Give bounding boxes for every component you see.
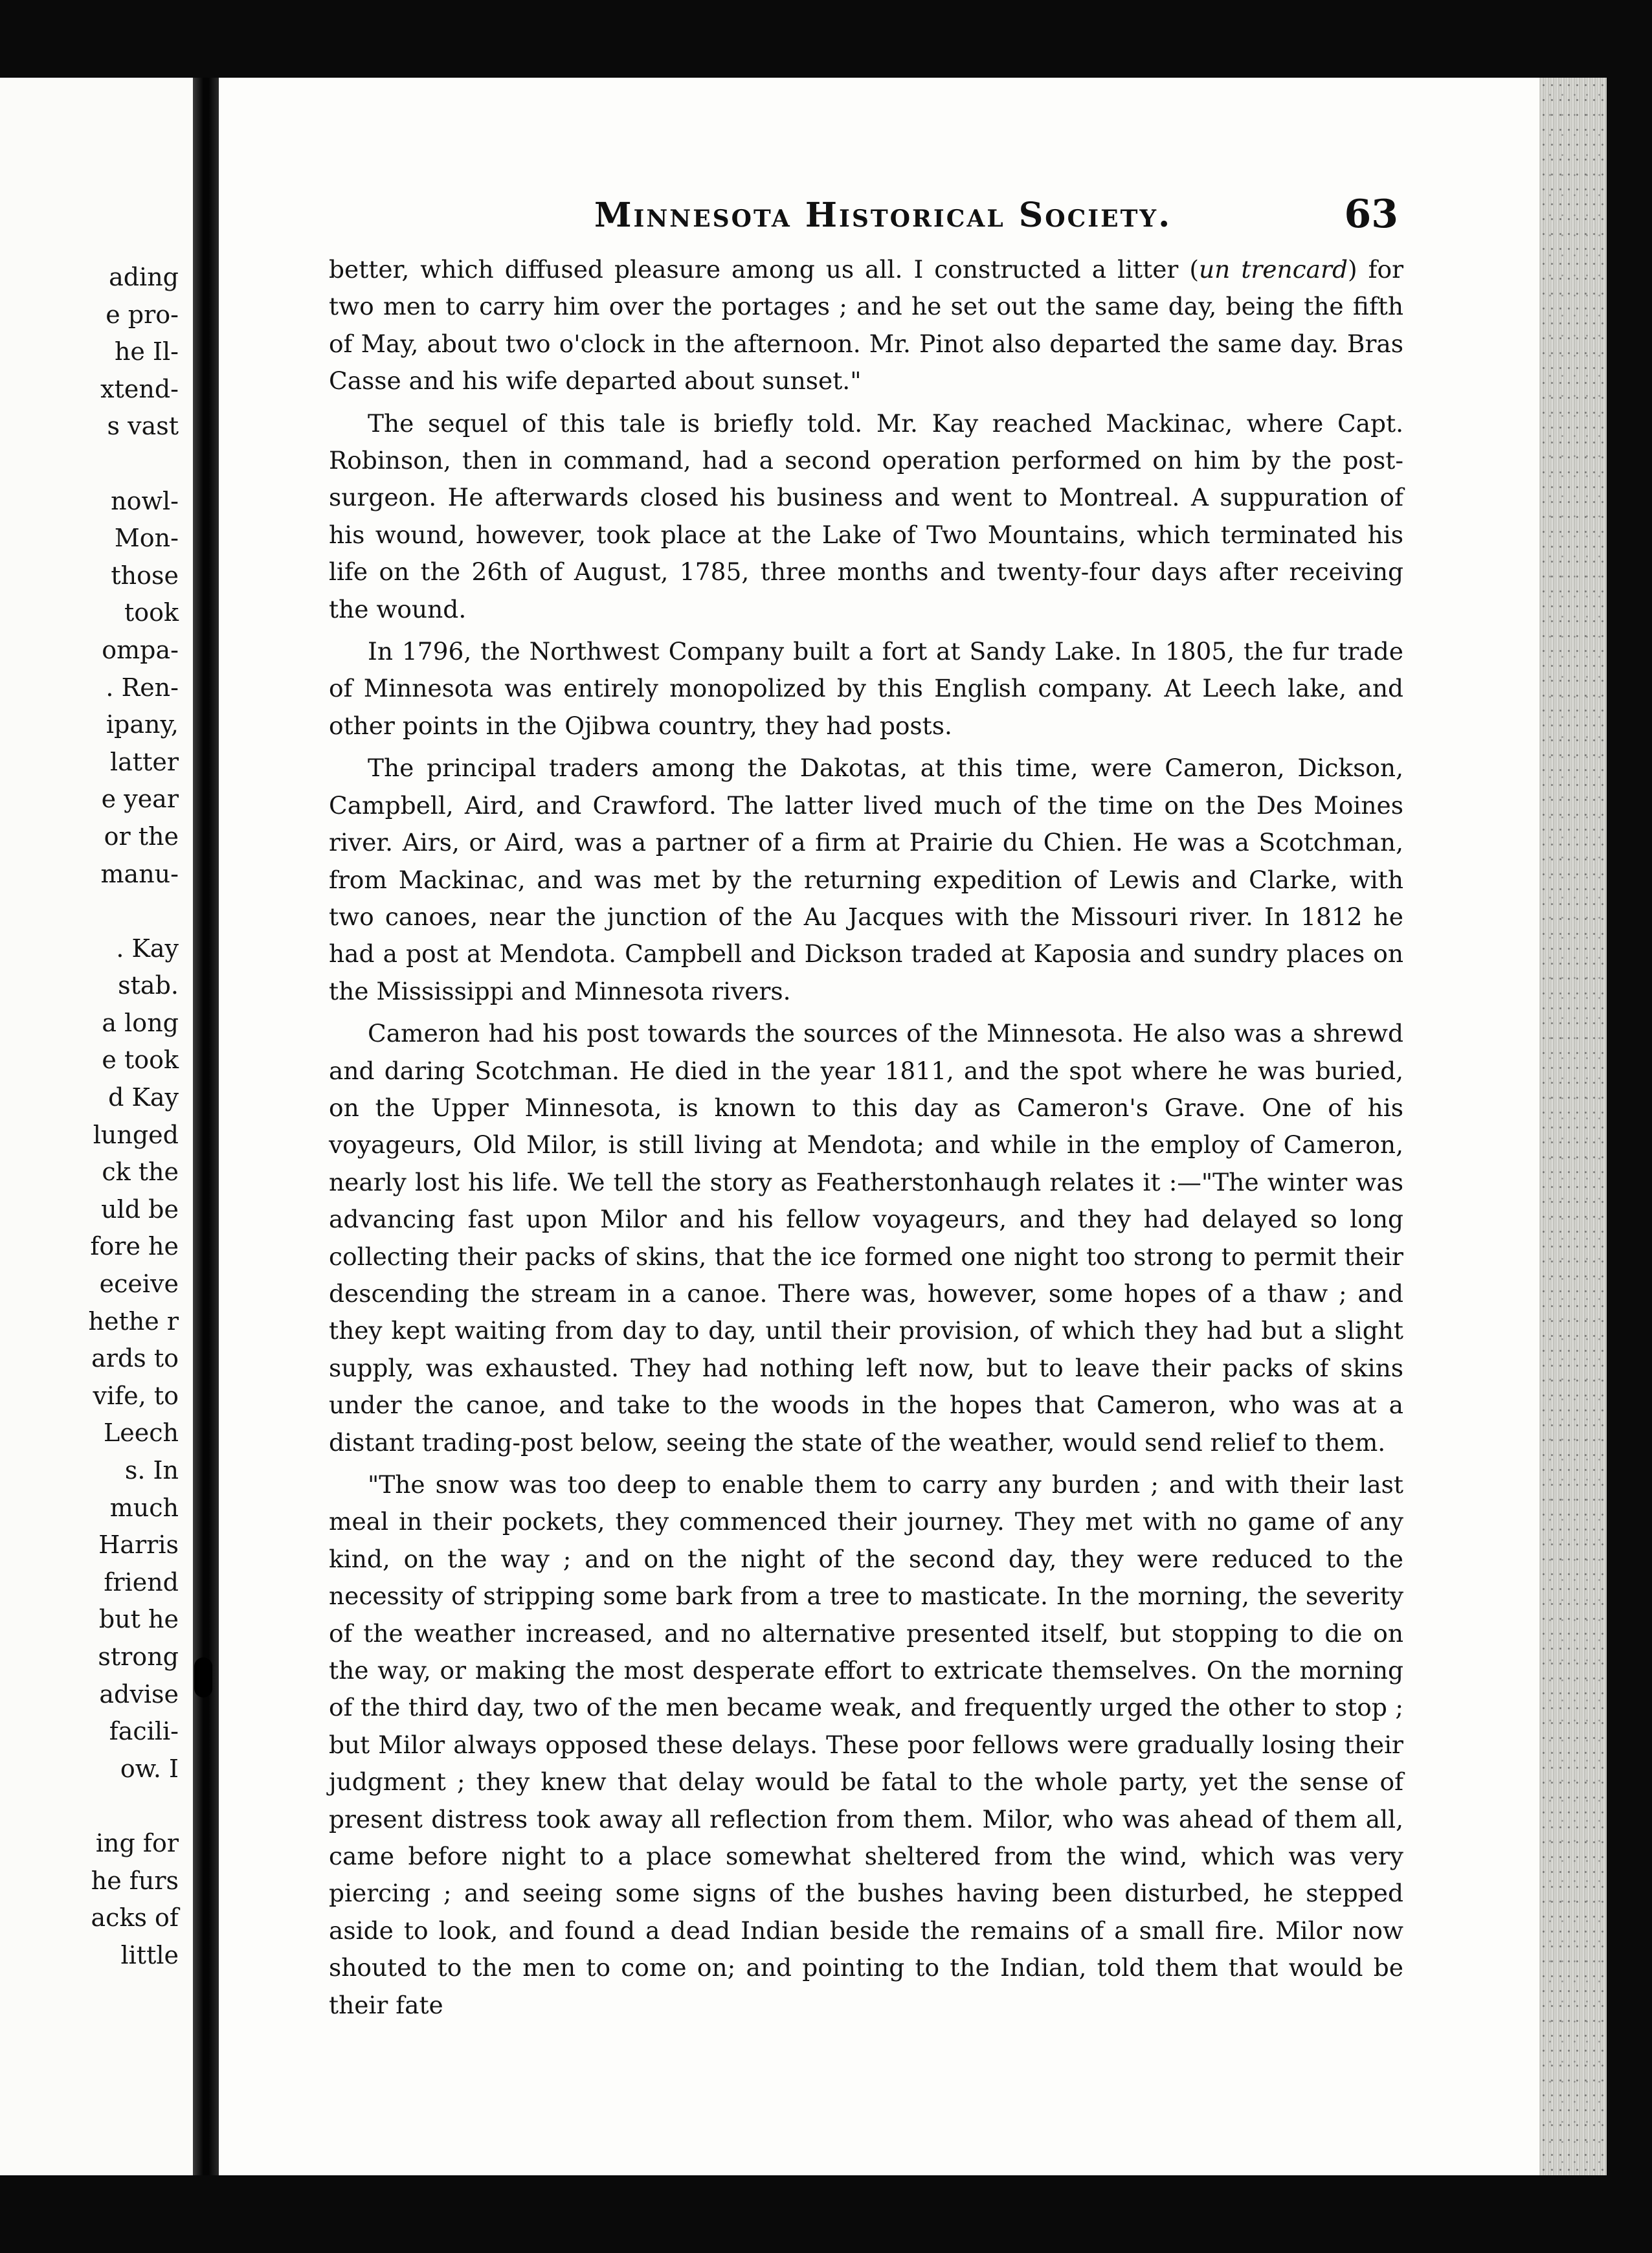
facing-page-fragment <box>89 445 179 483</box>
facing-page-fragment: fore he <box>90 1232 179 1261</box>
facing-page-fragment: he Il- <box>114 337 179 366</box>
facing-page-fragment: latter <box>109 747 179 776</box>
facing-page-fragment: facili- <box>109 1717 179 1746</box>
paragraph-6: "The snow was too deep to enable them to carry any burden ; and with their last meal in their pockets, they commenced their journey. They met with no game of any kind, on the way ; and on the night of the second day, they were reduced to the necessity of stripping some bark from a tree to masticate. In the morning, the severity of the weather increased, and no alternative presented itself, but stopping to die on the way, or making the most desperate effort to extricate themselves. On the morning of the third day, two of the men became weak, and frequently urged the other to stop ; but Milor always opposed these delays. These poor fellows were gradually losing their judgment ; they knew that delay would be fatal to the whole party, yet the sense of present distress took away all reflection from them. Milor, who was ahead of them all, came before night to a place somewhat sheltered from the wind, which was very piercing ; and seeing some signs of the bushes having been disturbed, he stepped aside to look, and found a dead Indian beside the remains of a small fire. Milor now shouted to the men to come on; and pointing to the Indian, told them that would be their fate <box>329 1470 1403 2019</box>
facing-page-fragment: much <box>109 1493 179 1522</box>
running-title: Minnesota Historical Society. <box>594 196 1172 235</box>
facing-page-fragment: Mon- <box>114 524 179 553</box>
body-text <box>329 251 1403 2029</box>
facing-page-fragment <box>89 1788 179 1825</box>
facing-page-fragment: but he <box>98 1605 179 1634</box>
facing-page-fragment: nowl- <box>111 486 179 515</box>
facing-page-fragment: ipany, <box>106 710 179 739</box>
facing-page-fragment: ading <box>109 263 179 291</box>
facing-page-fragment: e year <box>101 785 179 814</box>
facing-page-fragment: or the <box>104 822 179 851</box>
facing-page-fragment: little <box>120 1940 179 1969</box>
facing-page-fragment: uld be <box>101 1194 179 1224</box>
facing-page-fragment: a long <box>102 1008 179 1037</box>
facing-page-fragment: s. In <box>124 1456 179 1485</box>
facing-page-fragment: strong <box>98 1642 179 1671</box>
paragraph-2: The sequel of this tale is briefly told. Mr. Kay reached Mackinac, where Capt. Robinson, then in command, had a second operation performed on him by the post-surgeon. He afterwards closed his business and went to Montreal. A suppuration of his wound, however, took place at the Lake of Two Mountains, which terminated his life on the 26th of August, 1785, three months and twenty-four days after receiving the wound. <box>329 409 1403 623</box>
facing-page-fragment: took <box>124 598 179 627</box>
facing-page-fragment: d Kay <box>108 1083 179 1112</box>
facing-page-fragment: ing for <box>95 1828 179 1857</box>
facing-page-fragment: e pro- <box>106 300 179 329</box>
facing-page-fragment: Harris <box>98 1530 179 1560</box>
paragraph-4: The principal traders among the Dakotas, at this time, were Cameron, Dickson, Campbell, Aird, and Crawford. The latter lived much of the time on the Des Moines river. Airs, or Aird, was a partner of a firm at Prairie du Chien. He was a Scotchman, from Mackinac, and was met by the returning expedition of Lewis and Clarke, with two canoes, near the junction of the Au Jacques with the Missouri river. In 1812 he had a post at Mendota. Campbell and Dickson traded at Kaposia and sundry places on the Mississippi and Minnesota rivers. <box>329 754 1403 1005</box>
paragraph-3: In 1796, the Northwest Company built a fort at Sandy Lake. In 1805, the fur trade of Minnesota was entirely monopolized by this English company. At Leech lake, and other points in the Ojibwa country, they had posts. <box>329 637 1403 740</box>
facing-page-fragment: he furs <box>91 1866 179 1895</box>
facing-page-fragment: ow. I <box>120 1754 179 1783</box>
page-header <box>219 192 1539 247</box>
paragraph-1: better, which diffused pleasure among us all. I constructed a litter (un trencard) for two men to carry him over the portages ; and he set out the same day, being the fifth of May, about two o'clock in the afternoon. Mr. Pinot also departed the same day. Bras Casse and his wife departed about sunset." <box>329 255 1403 396</box>
facing-page-fragment: s vast <box>107 412 179 441</box>
paragraph-5: Cameron had his post towards the sources of the Minnesota. He also was a shrewd and daring Scotchman. He died in the year 1811, and the spot where he was buried, on the Upper Minnesota, is known to this day as Cameron's Grave. One of his voyageurs, Old Milor, is still living at Mendota; and while in the employ of Cameron, nearly lost his life. We tell the story as Featherstonhaugh relates it :—"The winter was advancing fast upon Milor and his fellow voyageurs, and they had delayed so long collecting their packs of skins, that the ice formed one night too strong to permit their descending the stream in a canoe. There was, however, some hopes of a thaw ; and they kept waiting from day to day, until their provision, of which they had but a slight supply, was exhausted. They had nothing left now, but to leave their packs of skins under the canoe, and take to the woods in the hopes that Cameron, who was at a distant trading-post below, seeing the state of the weather, would send relief to them. <box>329 1019 1403 1457</box>
binding-mark <box>194 1657 212 1698</box>
facing-page-fragment: friend <box>104 1567 179 1597</box>
facing-page-fragment: eceive <box>99 1270 179 1299</box>
facing-page-fragment: xtend- <box>100 374 179 403</box>
facing-page-fragment: acks of <box>91 1903 179 1933</box>
facing-page-fragment: . Kay <box>116 934 179 963</box>
facing-page-fragment: advise <box>99 1679 179 1709</box>
facing-page-fragment: . Ren- <box>106 673 179 702</box>
facing-page-fragment: vife, to <box>93 1381 179 1410</box>
facing-page-fragment: ompa- <box>102 635 179 664</box>
facing-page-fragment: stab. <box>118 971 179 1000</box>
facing-page-fragment: manu- <box>100 859 179 888</box>
book-page <box>219 78 1539 2175</box>
facing-page-fragment: those <box>111 561 179 590</box>
facing-page-fragment: hethe r <box>88 1306 179 1336</box>
italic-phrase: un trencard <box>1198 255 1348 284</box>
facing-page-fragment: Leech <box>104 1418 179 1448</box>
book-gutter <box>193 78 219 2175</box>
page-number: 63 <box>1344 192 1398 237</box>
facing-page-fragment: e took <box>102 1046 179 1075</box>
page-edge-stack <box>1539 78 1607 2175</box>
facing-page-fragment <box>89 893 179 930</box>
facing-page-fragment: ards to <box>91 1344 179 1373</box>
facing-page-fragment: lunged <box>93 1120 179 1149</box>
facing-page <box>0 78 193 2175</box>
facing-page-text-fragments <box>89 259 179 1974</box>
facing-page-fragment: ck the <box>102 1158 179 1187</box>
